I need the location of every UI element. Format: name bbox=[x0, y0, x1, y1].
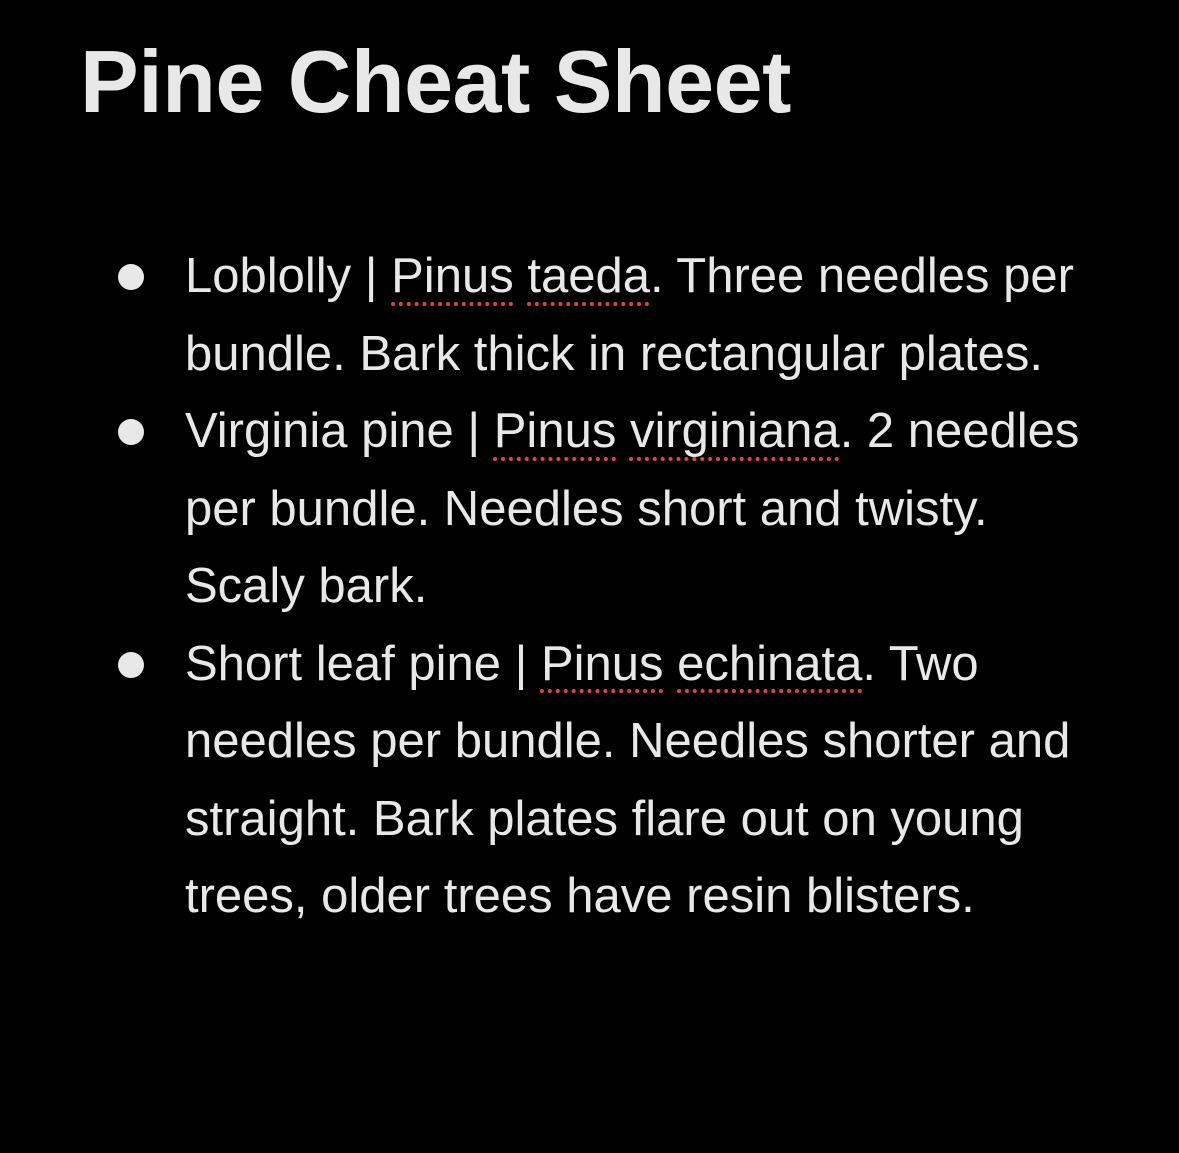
item-description: . Two needles per bundle. Needles shorter and straight. Bark plates flare out on young trees, older trees have resin blisters. bbox=[185, 636, 1071, 923]
species-misspelled[interactable]: echinata bbox=[677, 636, 863, 691]
genus-misspelled[interactable]: Pinus bbox=[493, 404, 617, 458]
common-name: Loblolly | bbox=[185, 249, 392, 303]
species-misspelled[interactable]: taeda bbox=[527, 249, 650, 303]
item-description: . 2 needles per bundle. Needles short and twisty. Scaly bark. bbox=[185, 404, 1080, 613]
list-item[interactable] bbox=[0, 626, 1105, 936]
item-description: . Three needles per bundle. Bark thick in rectangular plates. bbox=[185, 249, 1074, 381]
bullet-icon bbox=[118, 652, 144, 678]
bullet-icon bbox=[118, 419, 144, 445]
genus-misspelled[interactable]: Pinus bbox=[540, 636, 664, 691]
note-title[interactable]: Pine Cheat Sheet bbox=[80, 32, 791, 131]
list-item[interactable] bbox=[0, 393, 1105, 626]
common-name: Virginia pine | bbox=[185, 404, 494, 458]
genus-misspelled[interactable]: Pinus bbox=[391, 249, 514, 303]
bullet-icon bbox=[118, 264, 144, 290]
list-item[interactable] bbox=[0, 238, 1105, 393]
species-misspelled[interactable]: virginiana bbox=[629, 404, 840, 458]
bullet-list bbox=[0, 238, 1179, 936]
common-name: Short leaf pine | bbox=[185, 636, 541, 691]
